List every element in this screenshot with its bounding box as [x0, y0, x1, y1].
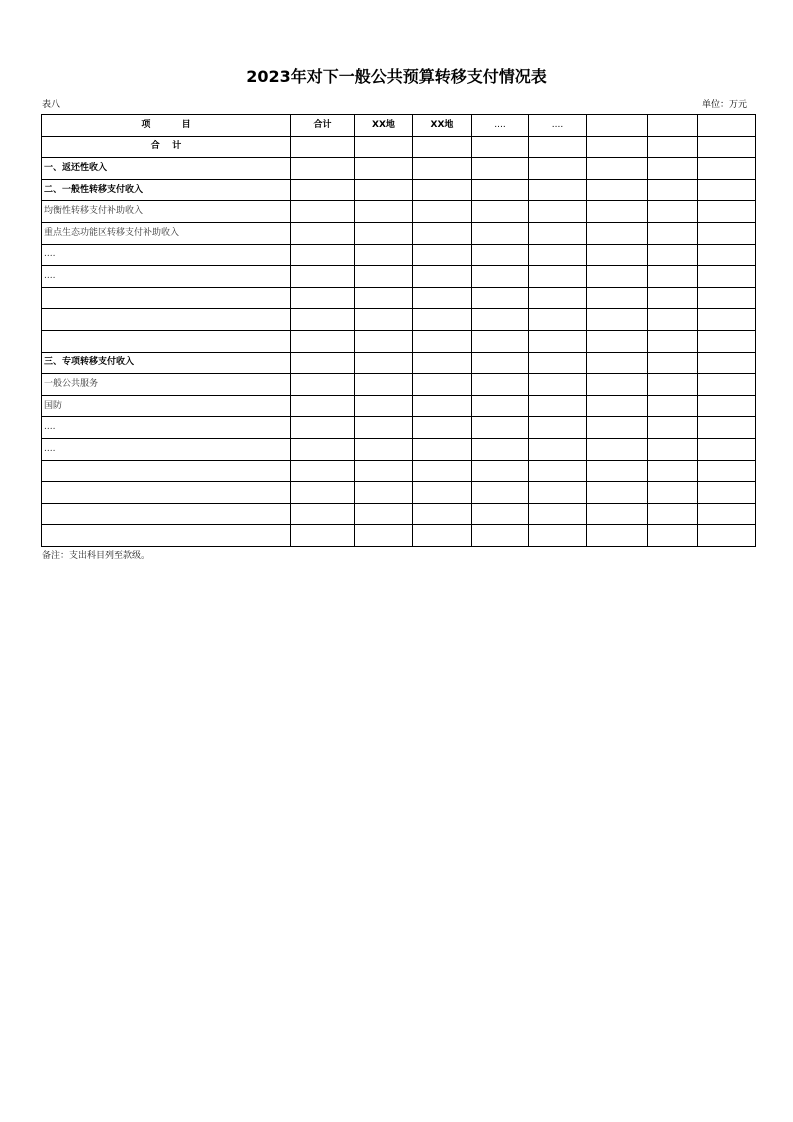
- value-cell: [413, 352, 472, 374]
- value-cell: [413, 266, 472, 288]
- value-cell: [472, 158, 529, 180]
- value-cell: [472, 136, 529, 158]
- row-item-label: [42, 525, 291, 547]
- row-item-label: [42, 503, 291, 525]
- table-row: [42, 136, 756, 158]
- row-item-label: 三、专项转移支付收入: [42, 352, 291, 374]
- value-cell: [648, 158, 698, 180]
- row-item-label: 一、返还性收入: [42, 158, 291, 180]
- table-row: [42, 374, 756, 396]
- value-cell: [529, 374, 587, 396]
- header-total: 合计: [291, 115, 355, 137]
- value-cell: [413, 201, 472, 223]
- value-cell: [698, 395, 756, 417]
- value-cell: [648, 525, 698, 547]
- header-region-1: XX地: [355, 115, 413, 137]
- value-cell: [413, 158, 472, 180]
- header-item: 项 目: [42, 115, 291, 137]
- table-number-label: 表八: [42, 100, 61, 110]
- value-cell: [648, 179, 698, 201]
- page-title: 2023年对下一般公共预算转移支付情况表: [246, 67, 547, 86]
- unit-label: 单位：万元: [701, 100, 747, 110]
- value-cell: [587, 201, 648, 223]
- value-cell: [698, 525, 756, 547]
- value-cell: [472, 525, 529, 547]
- row-item-label: 合 计: [42, 136, 291, 158]
- value-cell: [587, 482, 648, 504]
- value-cell: [291, 287, 355, 309]
- value-cell: [698, 374, 756, 396]
- value-cell: [355, 525, 413, 547]
- value-cell: [355, 222, 413, 244]
- value-cell: [472, 330, 529, 352]
- value-cell: [291, 525, 355, 547]
- value-cell: [529, 395, 587, 417]
- value-cell: [413, 525, 472, 547]
- value-cell: [587, 460, 648, 482]
- table-body: [42, 136, 756, 546]
- value-cell: [291, 201, 355, 223]
- value-cell: [413, 244, 472, 266]
- value-cell: [413, 417, 472, 439]
- value-cell: [529, 482, 587, 504]
- value-cell: [587, 374, 648, 396]
- value-cell: [587, 503, 648, 525]
- value-cell: [413, 374, 472, 396]
- value-cell: [587, 330, 648, 352]
- value-cell: [698, 287, 756, 309]
- table-row: [42, 503, 756, 525]
- value-cell: [698, 352, 756, 374]
- value-cell: [413, 503, 472, 525]
- value-cell: [648, 417, 698, 439]
- value-cell: [648, 395, 698, 417]
- value-cell: [291, 244, 355, 266]
- value-cell: [291, 352, 355, 374]
- row-item-label: ....: [42, 244, 291, 266]
- value-cell: [355, 460, 413, 482]
- row-item-label: [42, 287, 291, 309]
- value-cell: [355, 244, 413, 266]
- value-cell: [529, 158, 587, 180]
- value-cell: [355, 136, 413, 158]
- table-row: [42, 330, 756, 352]
- value-cell: [291, 158, 355, 180]
- value-cell: [529, 438, 587, 460]
- value-cell: [291, 438, 355, 460]
- value-cell: [291, 482, 355, 504]
- value-cell: [529, 266, 587, 288]
- value-cell: [291, 374, 355, 396]
- value-cell: [413, 179, 472, 201]
- value-cell: [648, 352, 698, 374]
- value-cell: [587, 395, 648, 417]
- value-cell: [648, 503, 698, 525]
- value-cell: [472, 287, 529, 309]
- value-cell: [291, 309, 355, 331]
- value-cell: [587, 417, 648, 439]
- value-cell: [648, 287, 698, 309]
- value-cell: [587, 266, 648, 288]
- value-cell: [472, 438, 529, 460]
- value-cell: [698, 309, 756, 331]
- value-cell: [413, 438, 472, 460]
- value-cell: [698, 330, 756, 352]
- header-blank-2: [648, 115, 698, 137]
- value-cell: [413, 222, 472, 244]
- row-item-label: 一般公共服务: [42, 374, 291, 396]
- value-cell: [698, 503, 756, 525]
- value-cell: [587, 352, 648, 374]
- value-cell: [587, 525, 648, 547]
- value-cell: [355, 438, 413, 460]
- header-blank-3: [698, 115, 756, 137]
- table-row: [42, 244, 756, 266]
- header-region-3: ....: [472, 115, 529, 137]
- value-cell: [648, 330, 698, 352]
- value-cell: [587, 438, 648, 460]
- table-row: [42, 222, 756, 244]
- value-cell: [648, 222, 698, 244]
- value-cell: [472, 201, 529, 223]
- value-cell: [355, 395, 413, 417]
- header-row: [42, 115, 756, 137]
- value-cell: [587, 179, 648, 201]
- value-cell: [413, 309, 472, 331]
- value-cell: [355, 287, 413, 309]
- footnote: 备注：支出科目列至款级。: [42, 551, 151, 561]
- row-item-label: ....: [42, 266, 291, 288]
- table-row: [42, 482, 756, 504]
- header-region-4: ....: [529, 115, 587, 137]
- table-row: [42, 287, 756, 309]
- value-cell: [291, 136, 355, 158]
- value-cell: [413, 287, 472, 309]
- row-item-label: [42, 482, 291, 504]
- value-cell: [648, 374, 698, 396]
- value-cell: [529, 222, 587, 244]
- value-cell: [355, 417, 413, 439]
- value-cell: [472, 460, 529, 482]
- transfer-payment-table: [41, 114, 756, 547]
- value-cell: [291, 417, 355, 439]
- value-cell: [529, 201, 587, 223]
- value-cell: [355, 179, 413, 201]
- table-row: [42, 460, 756, 482]
- value-cell: [413, 136, 472, 158]
- row-item-label: [42, 330, 291, 352]
- table-row: [42, 158, 756, 180]
- value-cell: [698, 222, 756, 244]
- value-cell: [529, 136, 587, 158]
- value-cell: [587, 136, 648, 158]
- value-cell: [413, 460, 472, 482]
- value-cell: [413, 395, 472, 417]
- value-cell: [291, 330, 355, 352]
- value-cell: [698, 266, 756, 288]
- value-cell: [355, 330, 413, 352]
- value-cell: [648, 201, 698, 223]
- header-blank-1: [587, 115, 648, 137]
- value-cell: [648, 482, 698, 504]
- row-item-label: 均衡性转移支付补助收入: [42, 201, 291, 223]
- value-cell: [472, 352, 529, 374]
- value-cell: [291, 460, 355, 482]
- value-cell: [648, 438, 698, 460]
- value-cell: [472, 179, 529, 201]
- value-cell: [587, 309, 648, 331]
- value-cell: [648, 460, 698, 482]
- value-cell: [529, 352, 587, 374]
- value-cell: [698, 158, 756, 180]
- value-cell: [529, 330, 587, 352]
- row-item-label: 二、一般性转移支付收入: [42, 179, 291, 201]
- table-row: [42, 201, 756, 223]
- table-row: [42, 309, 756, 331]
- value-cell: [698, 438, 756, 460]
- row-item-label: 国防: [42, 395, 291, 417]
- table-row: [42, 525, 756, 547]
- row-item-label: [42, 309, 291, 331]
- table-row: [42, 352, 756, 374]
- value-cell: [291, 179, 355, 201]
- value-cell: [355, 266, 413, 288]
- value-cell: [648, 136, 698, 158]
- row-item-label: ....: [42, 438, 291, 460]
- value-cell: [472, 395, 529, 417]
- table-row: [42, 417, 756, 439]
- value-cell: [472, 374, 529, 396]
- value-cell: [529, 503, 587, 525]
- value-cell: [355, 482, 413, 504]
- value-cell: [472, 309, 529, 331]
- value-cell: [291, 222, 355, 244]
- value-cell: [587, 287, 648, 309]
- value-cell: [698, 417, 756, 439]
- value-cell: [698, 179, 756, 201]
- value-cell: [472, 222, 529, 244]
- value-cell: [472, 266, 529, 288]
- value-cell: [529, 309, 587, 331]
- row-item-label: [42, 460, 291, 482]
- value-cell: [529, 244, 587, 266]
- value-cell: [587, 158, 648, 180]
- table-row: [42, 438, 756, 460]
- table-row: [42, 395, 756, 417]
- value-cell: [698, 460, 756, 482]
- header-region-2: XX地: [413, 115, 472, 137]
- value-cell: [355, 158, 413, 180]
- value-cell: [413, 330, 472, 352]
- value-cell: [355, 374, 413, 396]
- value-cell: [291, 503, 355, 525]
- value-cell: [698, 201, 756, 223]
- value-cell: [529, 460, 587, 482]
- value-cell: [472, 503, 529, 525]
- value-cell: [648, 266, 698, 288]
- value-cell: [587, 244, 648, 266]
- value-cell: [355, 309, 413, 331]
- value-cell: [472, 244, 529, 266]
- value-cell: [413, 482, 472, 504]
- value-cell: [698, 136, 756, 158]
- value-cell: [648, 309, 698, 331]
- row-item-label: 重点生态功能区转移支付补助收入: [42, 222, 291, 244]
- value-cell: [291, 266, 355, 288]
- value-cell: [472, 482, 529, 504]
- value-cell: [648, 244, 698, 266]
- value-cell: [529, 417, 587, 439]
- value-cell: [587, 222, 648, 244]
- value-cell: [355, 352, 413, 374]
- value-cell: [529, 179, 587, 201]
- value-cell: [355, 201, 413, 223]
- row-item-label: ....: [42, 417, 291, 439]
- value-cell: [355, 503, 413, 525]
- value-cell: [529, 525, 587, 547]
- value-cell: [291, 395, 355, 417]
- table-row: [42, 179, 756, 201]
- table-row: [42, 266, 756, 288]
- value-cell: [529, 287, 587, 309]
- value-cell: [698, 482, 756, 504]
- value-cell: [472, 417, 529, 439]
- value-cell: [698, 244, 756, 266]
